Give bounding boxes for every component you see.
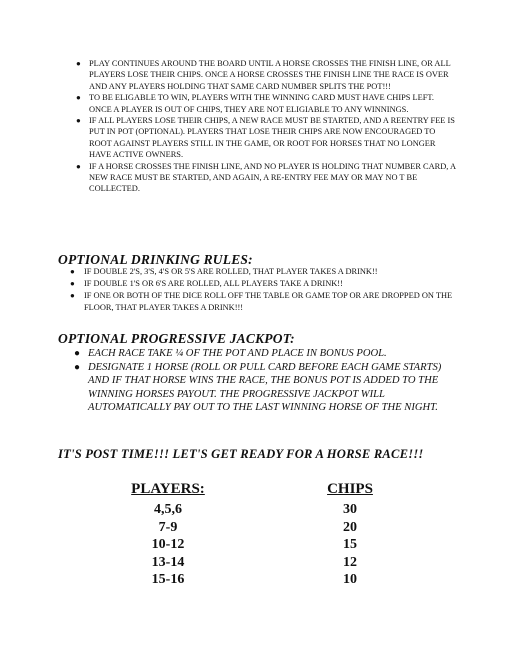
chips-column: [314, 481, 386, 589]
rule-text: TO BE ELIGABLE TO WIN, PLAYERS WITH THE WINNING CARD MUST HAVE CHIPS LEFT. ONCE A PLAYER IS OUT OF CHIPS, THEY ARE NOT ELIGIABLE TO ANY WINNINGS.: [89, 93, 435, 114]
drinking-rule-text: IF DOUBLE 2'S, 3'S, 4'S OR 5'S ARE ROLLED, THAT PLAYER TAKES A DRINK!!: [84, 267, 378, 276]
drinking-rules-list: [70, 266, 460, 314]
players-cell: 7-9: [158, 519, 178, 535]
chips-cell: 30: [343, 502, 357, 517]
list-item: [76, 58, 456, 92]
chips-header: CHIPS: [327, 481, 373, 497]
drinking-rules-heading: OPTIONAL DRINKING RULES:: [58, 252, 253, 267]
game-rules-list: [76, 58, 456, 195]
bullet-icon: ●: [76, 161, 81, 171]
players-cell: 4,5,6: [154, 502, 182, 517]
bullet-icon: ●: [76, 59, 81, 68]
players-header: PLAYERS:: [131, 481, 205, 497]
rule-text: PLAY CONTINUES AROUND THE BOARD UNTIL A HORSE CROSSES THE FINISH LINE, OR ALL PLAYERS LOSE THEIR CHIPS. ONCE A HORSE CROSSES THE FINISH LINE THE RACE IS OVER AND ANY PLAYERS HOLDING THAT SAME CARD NUMBER SPLITS THE POT!!!: [89, 59, 451, 91]
list-item: [76, 92, 456, 115]
bullet-icon: ●: [76, 116, 81, 126]
list-item: [70, 266, 460, 278]
bullet-icon: ●: [70, 267, 75, 276]
bullet-icon: ●: [76, 93, 81, 103]
jackpot-rule-text: DESIGNATE 1 HORSE (ROLL OR PULL CARD BEFORE EACH GAME STARTS) AND IF THAT HORSE WINS THE RACE, THE BONUS POT IS ADDED TO THE WINNING HORSES PAYOUT. THE PROGRESSIVE JACKPOT WILL AUTOMATICALLY PAY OUT TO THE LAST WINNING HORSE OF THE NIGHT.: [88, 361, 442, 414]
rule-text: IF A HORSE CROSSES THE FINISH LINE, AND NO PLAYER IS HOLDING THAT NUMBER CARD, A NEW RACE MUST BE STARTED, AND AGAIN, A RE-ENTRY FEE MAY OR MAY NO T BE COLLECTED.: [89, 161, 456, 194]
drinking-rule-text: IF DOUBLE 1'S OR 6'S ARE ROLLED, ALL PLAYERS TAKE A DRINK!!: [84, 279, 343, 288]
chips-cell: 15: [343, 537, 357, 552]
chips-cell: 12: [343, 554, 357, 570]
bullet-icon: ●: [74, 348, 81, 359]
players-column: [118, 481, 218, 589]
bullet-icon: ●: [70, 291, 75, 300]
jackpot-heading: OPTIONAL PROGRESSIVE JACKPOT:: [58, 331, 295, 346]
rule-text: IF ALL PLAYERS LOSE THEIR CHIPS, A NEW RACE MUST BE STARTED, AND A REENTRY FEE IS PUT IN POT (OPTIONAL). PLAYERS THAT LOSE THEIR CHIPS ARE NOW ENCOURAGED TO ROOT AGAINST PLAYERS STILL IN THE GAME, OR ROOT FOR HORSES THAT NO LONGER HAVE ACTIVE OWNERS.: [89, 116, 455, 160]
jackpot-rules-list: [74, 347, 454, 415]
list-item: [70, 290, 460, 314]
players-cell: 13-14: [151, 554, 185, 570]
players-cell: 10-12: [151, 537, 185, 552]
players-cell: 15-16: [151, 572, 185, 587]
chips-cell: 20: [343, 519, 357, 535]
list-item: [76, 161, 456, 195]
bullet-icon: ●: [70, 279, 75, 288]
list-item: [74, 361, 454, 415]
list-item: [76, 115, 456, 161]
list-item: [70, 278, 460, 290]
chips-cell: 10: [343, 572, 357, 587]
drinking-rule-text: IF ONE OR BOTH OF THE DICE ROLL OFF THE TABLE OR GAME TOP OR ARE DROPPED ON THE FLOOR, THAT PLAYER TAKES A DRINK!!!: [84, 291, 453, 312]
list-item: [74, 347, 454, 361]
post-time-banner: IT'S POST TIME!!! LET'S GET READY FOR A HORSE RACE!!!: [58, 447, 424, 461]
jackpot-rule-text: EACH RACE TAKE ¼ OF THE POT AND PLACE IN BONUS POOL.: [88, 348, 387, 359]
bullet-icon: ●: [74, 361, 81, 373]
